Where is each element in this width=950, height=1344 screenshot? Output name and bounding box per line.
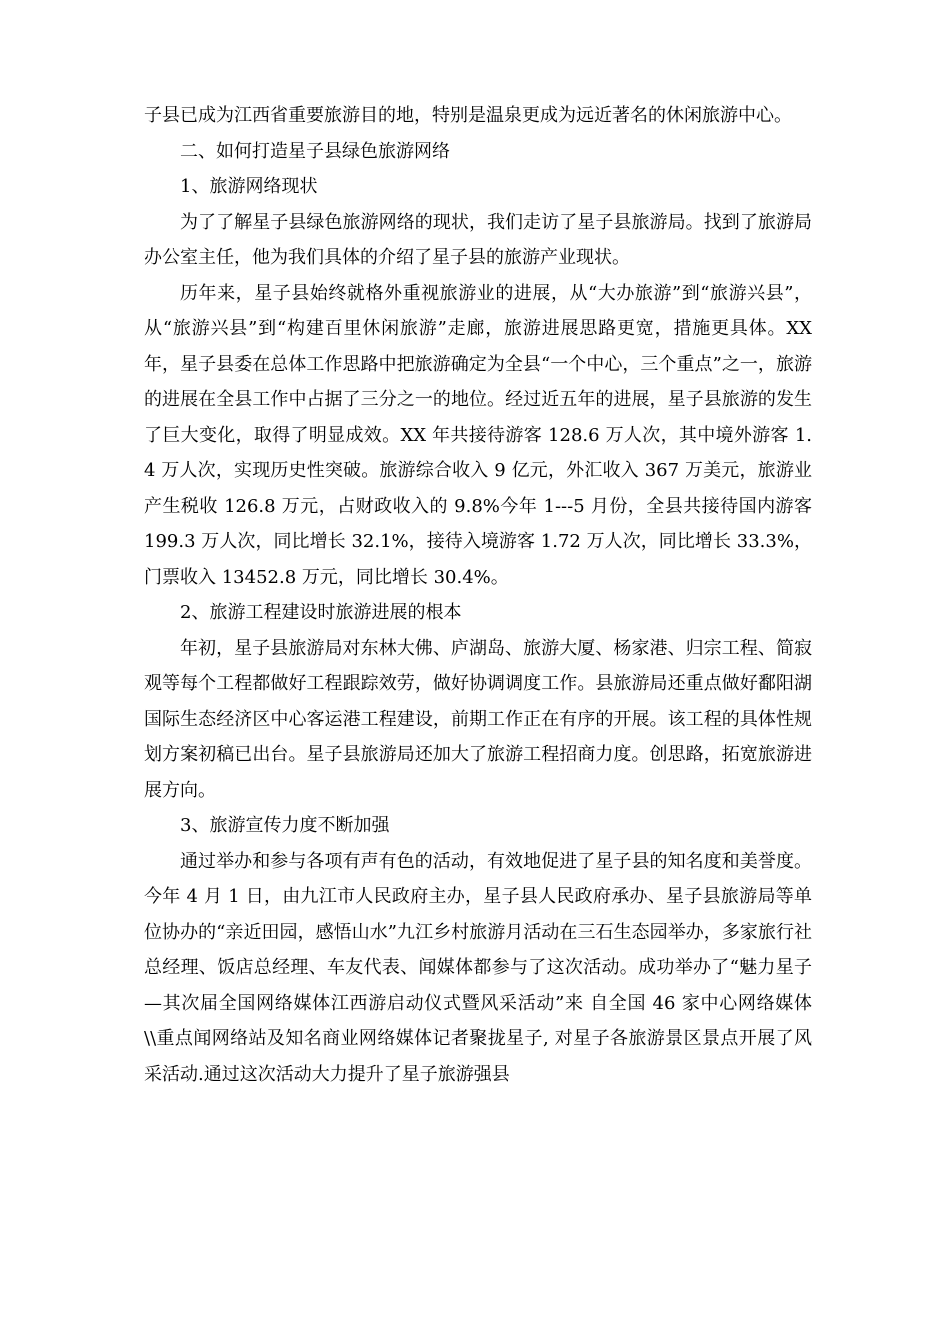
section-heading-2: 二、如何打造星子县绿色旅游网络 (180, 140, 450, 162)
subsection-heading-2: 2、旅游工程建设时旅游进展的根本 (180, 602, 462, 623)
subsection-heading-3: 3、旅游宣传力度不断加强 (180, 815, 390, 836)
subsection-heading-1: 1、旅游网络现状 (180, 176, 318, 197)
paragraph-projects: 年初，星子县旅游局对东林大佛、庐湖岛、旅游大厦、杨家港、归宗工程、简寂观等每个工程都做好工程跟踪效劳，做好协调调度工作。县旅游局还重点做好鄱阳湖国际生态经济区中心客运港工程建设，前期工作正在有序的开展。该工程的具体性规划方案初稿已出台。星子县旅游局还加大了旅游工程招商力度。创思路，拓宽旅游进展方向。 (144, 637, 812, 801)
document-body (144, 98, 812, 1092)
paragraph-statistics: 历年来，星子县始终就格外重视旅游业的进展，从“大办旅游”到“旅游兴县”，从“旅游兴县”到“构建百里休闲旅游”走廊，旅游进展思路更宽，措施更具体。XX 年，星子县委在总体工作思路中把旅游确定为全县“一个中心，三个重点”之一，旅游的进展在全县工作中占据了三分之一的地位。经过近五年的进展，星子县旅游的发生了巨大变化，取得了明显成效。XX 年共接待游客 128.6 万人次，其中境外游客 1.4 万人次，实现历史性突破。旅游综合收入 9 亿元，外汇收入 367 万美元，旅游业产生税收 126.8 万元，占财政收入的 9.8%今年 1---5 月份，全县共接待国内游客 199.3 万人次，同比增长 32.1%，接待入境游客 1.72 万人次，同比增长 33.3%，门票收入 13452.8 万元，同比增长 30.4%。 (144, 282, 812, 588)
paragraph-survey: 为了了解星子县绿色旅游网络的现状，我们走访了星子县旅游局。找到了旅游局办公室主任，他为我们具体的介绍了星子县的旅游产业现状。 (144, 211, 812, 268)
paragraph-promotion: 通过举办和参与各项有声有色的活动，有效地促进了星子县的知名度和美誉度。今年 4 月 1 日，由九江市人民政府主办，星子县人民政府承办、星子县旅游局等单位协办的“亲近田园，感悟山水”九江乡村旅游月活动在三石生态园举办，多家旅行社总经理、饭店总经理、车友代表、闻媒体都参与了这次活动。成功举办了“魅力星子—其次届全国网络媒体江西游启动仪式暨风采活动”来 自全国 46 家中心网络媒体\\重点闻网络站及知名商业网络媒体记者聚拢星子, 对星子各旅游景区景点开展了风采活动.通过这次活动大力提升了星子旅游强县 (144, 850, 812, 1085)
paragraph-intro: 子县已成为江西省重要旅游目的地，特别是温泉更成为远近著名的休闲旅游中心。 (144, 105, 792, 126)
